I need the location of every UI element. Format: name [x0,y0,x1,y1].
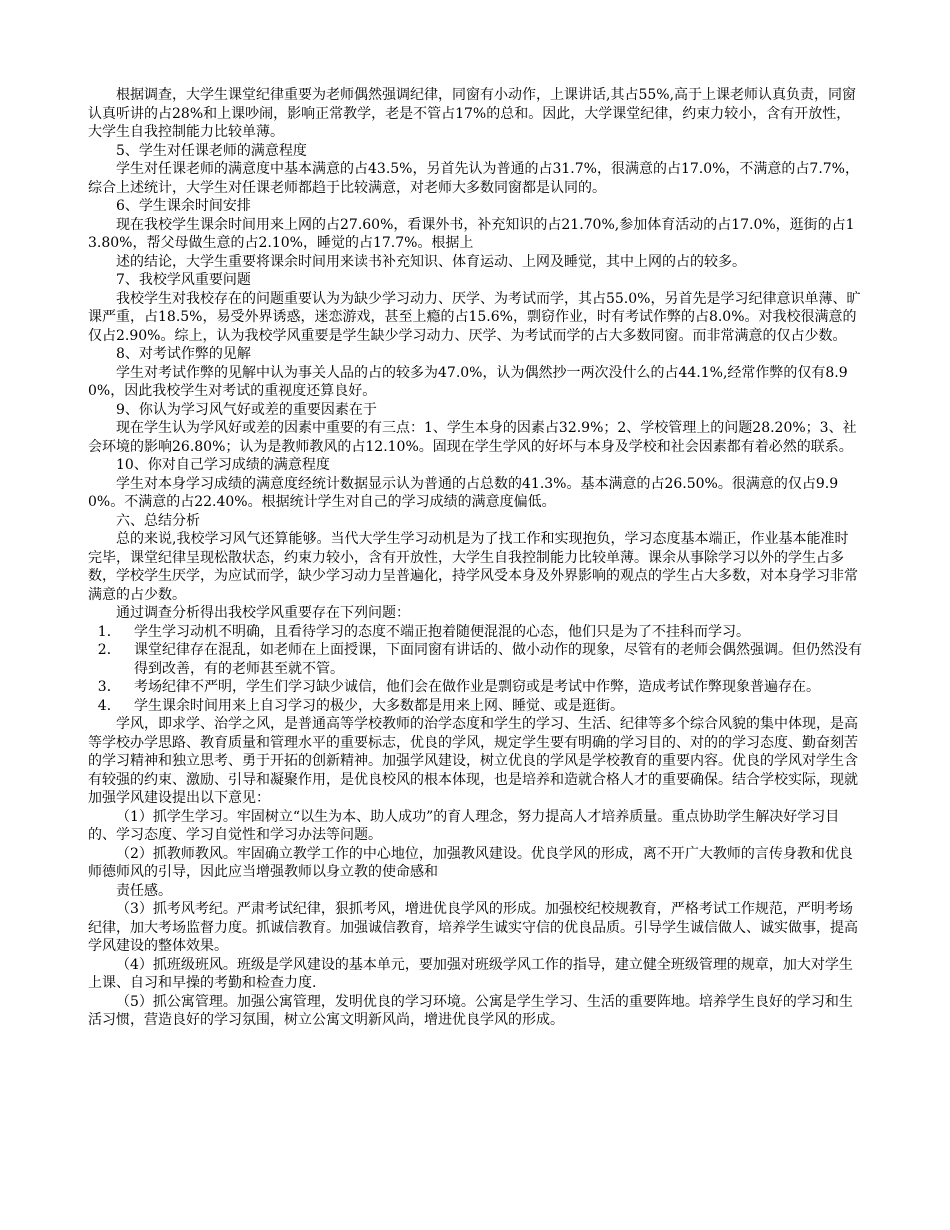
list-item-text: 学生学习动机不明确，且看待学习的态度不端正抱着随便混混的心态，他们只是为了不挂科而学习。 [134,623,750,640]
list-number: 1． [97,623,121,640]
paragraph: 学风，即求学、治学之风，是普通高等学校教师的治学态度和学生的学习、生活、纪律等多个综合风貌的集中体现，是高等学校办学思路、教育质量和管理水平的重要标志，优良的学风，规定学生要有明确的学习目的、对的的学习态度、勤奋刻苦的学习精神和独立思考、勇于开拓的创新精神。加强学风建设，树立优良的学风是学校教育的重要内容。优良的学风对学生含有较强的约束、激励、引导和凝聚作用，是优良校风的根本体现，也是培养和造就合格人才的重要确保。结合学校实际，现就加强学风建设提出以下意见： [88,716,858,806]
list-item [88,641,862,678]
section-heading: 8、对考试作弊的见解 [116,346,251,362]
section-heading: 10、你对自己学习成绩的满意程度 [116,457,330,473]
list-number: 2． [97,642,121,658]
list-number: 4． [97,697,121,714]
paragraph: 现在我校学生课余时间用来上网的占27.60%，看课外书，补充知识的占21.70%,参加体育活动的占17.0%，逛街的占13.80%，帮父母做生意的占2.10%，睡觉的占17.7%。根据上 [88,216,855,251]
list-item [88,697,862,716]
section-heading: 6、学生课余时间安排 [116,198,251,214]
list-intro: 通过调查分析得出我校学风重要存在下列问题： [116,605,410,621]
paragraph: （5）抓公寓管理。加强公寓管理，发明优良的学习环境。公寓是学生学习、生活的重要阵地。培养学生良好的学习和生活习惯，营造良好的学习氛围，树立公寓文明新风尚，增进优良学风的形成。 [88,993,853,1028]
paragraph: 总的来说,我校学习风气还算能够。当代大学生学习动机是为了找工作和实现抱负，学习态度基本端正，作业基本能准时完毕，课堂纪律呈现松散状态，约束力较小，含有开放性，大学生自我控制能力比较单薄。课余从事除学习以外的学生占多数，学校学生厌学，为应试而学，缺少学习动力呈普遍化，持学风受本身及外界影响的观点的学生占大多数，对本身学习非常满意的占少数。 [88,531,858,603]
paragraph: 根据调查，大学生课堂纪律重要为老师偶然强调纪律，同窗有小动作，上课讲话,其占55%,高于上课老师认真负责，同窗认真听讲的占28%和上课吵闹，影响正常教学，老是不管占17%的总和。因此，大学课堂纪律，约束力较小，含有开放性，大学生自我控制能力比较单薄。 [88,87,857,140]
paragraph: 现在学生认为学风好或差的因素中重要的有三点：1、学生本身的因素占32.9%；2、学校管理上的问题28.20%；3、社会环境的影响26.80%；认为是教师教风的占12.10%。固现在学生学风的好坏与本身及学校和社会因素都有着必然的联系。 [88,420,857,455]
list-item-text: 课堂纪律存在混乱，如老师在上面授课，下面同窗有讲话的、做小动作的现象，尽管有的老师会偶然强调。但仍然没有得到改善，有的老师甚至就不管。 [134,642,862,677]
section-heading: 六、总结分析 [116,512,200,529]
paragraph: （1）抓学生学习。牢固树立“以生为本、助人成功”的育人理念，努力提高人才培养质量。重点协助学生解决好学习目的、学习态度、学习自觉性和学习办法等问题。 [88,808,840,843]
paragraph: （2）抓教师教风。牢固确立教学工作的中心地位，加强教风建设。优良学风的形成，离不开广大教师的言传身教和优良师德师风的引导，因此应当增强教师以身立教的使命感和 [88,845,853,880]
paragraph: 学生对本身学习成绩的满意度经统计数据显示认为普通的占总数的41.3%。基本满意的占26.50%。很满意的仅占9.90%。不满意的占22.40%。根据统计学生对自己的学习成绩的满意度偏低。 [88,475,839,510]
paragraph: （4）抓班级班风。班级是学风建设的基本单元，要加强对班级学风工作的指导，建立健全班级管理的规章，加大对学生上课、自习和早操的考勤和检查力度. [88,956,853,991]
paragraph: 学生对考试作弊的见解中认为事关人品的占的较多为47.0%，认为偶然抄一两次没什么的占44.1%,经常作弊的仅有8.90%，因此我校学生对考试的重视度还算良好。 [88,364,848,399]
list-number: 3． [97,679,121,695]
paragraph: 述的结论，大学生重要将课余时间用来读书补充知识、体育运动、上网及睡觉，其中上网的占的较多。 [116,253,746,270]
paragraph: 责任感。 [116,882,172,899]
paragraph: 学生对任课老师的满意度中基本满意的占43.5%，另首先认为普通的占31.7%，很满意的占17.0%，不满意的占7.7%，综合上述统计，大学生对任课老师都趋于比较满意，对老师大多数同窗都是认同的。 [88,161,859,196]
section-heading: 5、学生对任课老师的满意程度 [116,142,307,159]
section-heading: 9、你认为学习风气好或差的重要因素在于 [116,401,377,418]
list-item [88,678,862,697]
paragraph: （3）抓考风考纪。严肃考试纪律，狠抓考风，增进优良学风的形成。加强校纪校规教育，严格考试工作规范，严明考场纪律，加大考场监督力度。抓诚信教育。加强诚信教育，培养学生诚实守信的优良品质。引导学生诚信做人、诚实做事，提高学风建设的整体效果。 [88,901,858,954]
problem-list [88,623,862,716]
paragraph: 我校学生对我校存在的问题重要认为为缺少学习动力、厌学、为考试而学，其占55.0%，另首先是学习纪律意识单薄、旷课严重，占18.5%，易受外界诱惑，迷恋游戏，甚至上瘾的占15.6%，剽窃作业，时有考试作弊的占8.0%。对我校很满意的仅占2.90%。综上，认为我校学风重要是学生缺少学习动力、厌学、为考试而学的占大多数同窗。而非常满意的仅占少数。 [88,290,861,344]
section-heading: 7、我校学风重要问题 [116,272,251,288]
list-item-text: 学生课余时间用来上自习学习的极少，大多数都是用来上网、睡觉、或是逛街。 [134,697,624,714]
list-item [88,623,862,642]
document-page [88,86,862,1030]
list-item-text: 考场纪律不严明，学生们学习缺少诚信，他们会在做作业是剽窃或是考试中作弊，造成考试作弊现象普遍存在。 [134,679,820,695]
